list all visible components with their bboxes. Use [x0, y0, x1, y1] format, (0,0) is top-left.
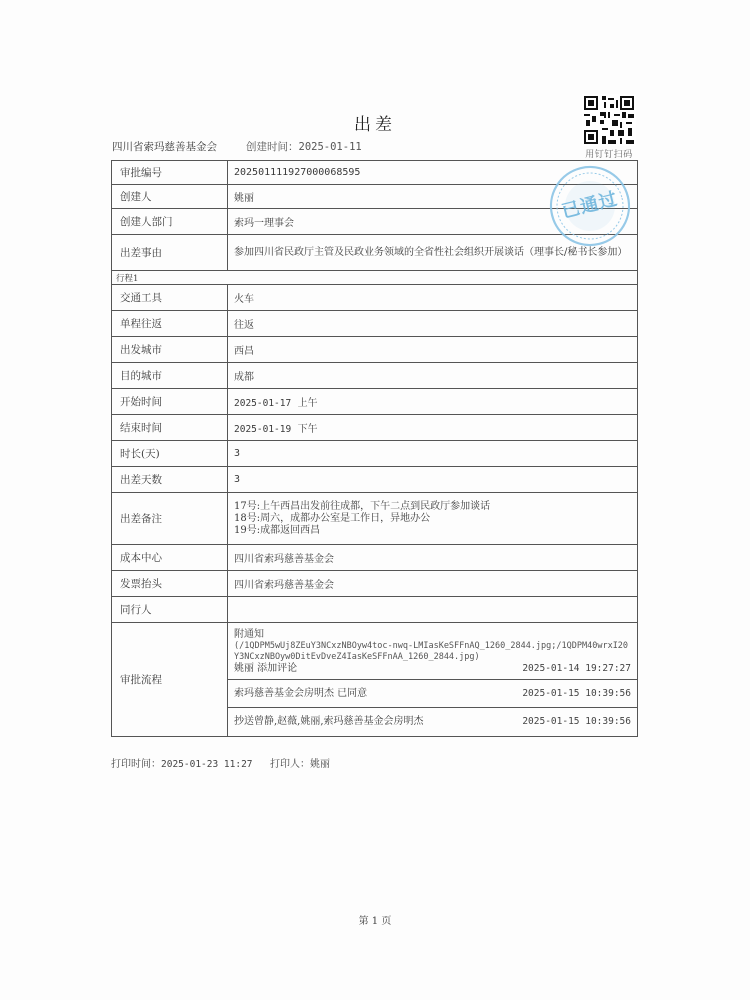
field-value-department: 索玛一理事会	[228, 209, 638, 235]
table-row	[112, 415, 638, 441]
field-label-reason: 出差事由	[112, 235, 228, 271]
field-label-duration: 时长(天)	[112, 441, 228, 467]
created-time	[246, 139, 362, 154]
field-label-creator: 创建人	[112, 185, 228, 209]
qr-code-icon[interactable]	[582, 94, 636, 146]
field-value-creator: 姚丽	[228, 185, 638, 209]
stamp-text: 已通过	[559, 188, 621, 223]
field-label-invoice-title: 发票抬头	[112, 571, 228, 597]
field-label-department: 创建人部门	[112, 209, 228, 235]
cc-text: 抄送曾静,赵薇,姚丽,索玛慈善基金会房明杰	[234, 716, 424, 727]
section-label-trip: 行程1	[112, 271, 638, 285]
field-value-approval-no: 202501111927000068595	[228, 161, 638, 185]
field-label-to-city: 目的城市	[112, 363, 228, 389]
flow-cc-row	[234, 716, 631, 728]
table-row	[112, 363, 638, 389]
section-header	[112, 271, 638, 285]
printer	[270, 755, 330, 770]
print-time	[111, 755, 253, 770]
table-row	[112, 441, 638, 467]
attachment-link[interactable]: (/1QDPM5wUj8ZEuY3NCxzNBOyw4toc-nwq-LMIasKeSFFnAQ_1260_2844.jpg;/1QDPM40wrxI20Y3NCxzNBOyw0DitEvDveZ4IasKeSFFnAA_1260_2844.jpg)	[234, 641, 629, 662]
field-value-start-time	[228, 389, 638, 415]
field-label-from-city: 出发城市	[112, 337, 228, 363]
field-label-cost-center: 成本中心	[112, 545, 228, 571]
note-line: 18号:周六，成都办公室是工作日，异地办公	[234, 512, 431, 524]
print-time-label: 打印时间：	[111, 759, 161, 770]
document-title: 出差	[354, 115, 396, 135]
comment-time: 2025-01-14 19:27:27	[522, 663, 631, 674]
flow-approve	[228, 680, 637, 708]
attachment-label: 附通知	[234, 629, 264, 640]
start-date: 2025-01-17	[234, 398, 292, 409]
organization-name: 四川省索玛慈善基金会	[112, 141, 217, 153]
table-row	[112, 337, 638, 363]
created-time-label: 创建时间：	[246, 141, 299, 153]
field-value-cost-center: 四川省索玛慈善基金会	[228, 545, 638, 571]
print-time-value: 2025-01-23 11:27	[161, 759, 253, 770]
field-label-companions: 同行人	[112, 597, 228, 623]
table-row	[112, 493, 638, 545]
table-row	[112, 545, 638, 571]
field-value-notes	[228, 493, 638, 545]
field-value-transport: 火车	[228, 285, 638, 311]
created-time-value: 2025-01-11	[298, 141, 362, 153]
start-period: 上午	[297, 398, 318, 409]
table-row	[112, 311, 638, 337]
approve-text: 索玛慈善基金会房明杰 已同意	[234, 687, 368, 699]
page-number: 第 1 页	[358, 916, 392, 927]
flow-approve-row	[234, 688, 631, 700]
field-label-flow: 审批流程	[112, 623, 228, 737]
field-value-invoice-title: 四川省索玛慈善基金会	[228, 571, 638, 597]
table-row	[112, 623, 638, 737]
field-value-end-time	[228, 415, 638, 441]
flow-cc	[228, 708, 637, 736]
table-row	[112, 571, 638, 597]
field-value-companions	[228, 597, 638, 623]
approval-flow	[228, 623, 638, 737]
field-label-days: 出差天数	[112, 467, 228, 493]
table-row	[112, 467, 638, 493]
field-label-round-trip: 单程往返	[112, 311, 228, 337]
note-line: 19号:成都返回西昌	[234, 524, 321, 536]
printer-label: 打印人：	[270, 759, 310, 770]
field-label-transport: 交通工具	[112, 285, 228, 311]
end-period: 下午	[297, 424, 318, 435]
field-value-to-city: 成都	[228, 363, 638, 389]
field-label-approval-no: 审批编号	[112, 161, 228, 185]
field-label-notes: 出差备注	[112, 493, 228, 545]
field-value-duration: 3	[228, 441, 638, 467]
field-label-start-time: 开始时间	[112, 389, 228, 415]
approve-time: 2025-01-15 10:39:56	[522, 687, 631, 699]
comment-actor: 姚丽 添加评论	[234, 663, 298, 674]
table-row	[112, 389, 638, 415]
field-label-end-time: 结束时间	[112, 415, 228, 441]
qr-caption: 用钉钉扫码	[585, 150, 633, 160]
field-value-days: 3	[228, 467, 638, 493]
flow-comment	[228, 623, 637, 680]
field-value-from-city: 西昌	[228, 337, 638, 363]
printer-value: 姚丽	[310, 759, 330, 770]
end-date: 2025-01-19	[234, 424, 292, 435]
field-value-reason: 参加四川省民政厅主管及民政业务领域的全省性社会组织开展谈话（理事长/秘书长参加）	[228, 235, 638, 271]
flow-comment-row	[234, 663, 631, 675]
field-value-round-trip: 往返	[228, 311, 638, 337]
table-row	[112, 597, 638, 623]
table-row	[112, 285, 638, 311]
cc-time: 2025-01-15 10:39:56	[522, 716, 631, 727]
note-line: 17号:上午西昌出发前往成都，下午二点到民政厅参加谈话	[234, 500, 491, 512]
